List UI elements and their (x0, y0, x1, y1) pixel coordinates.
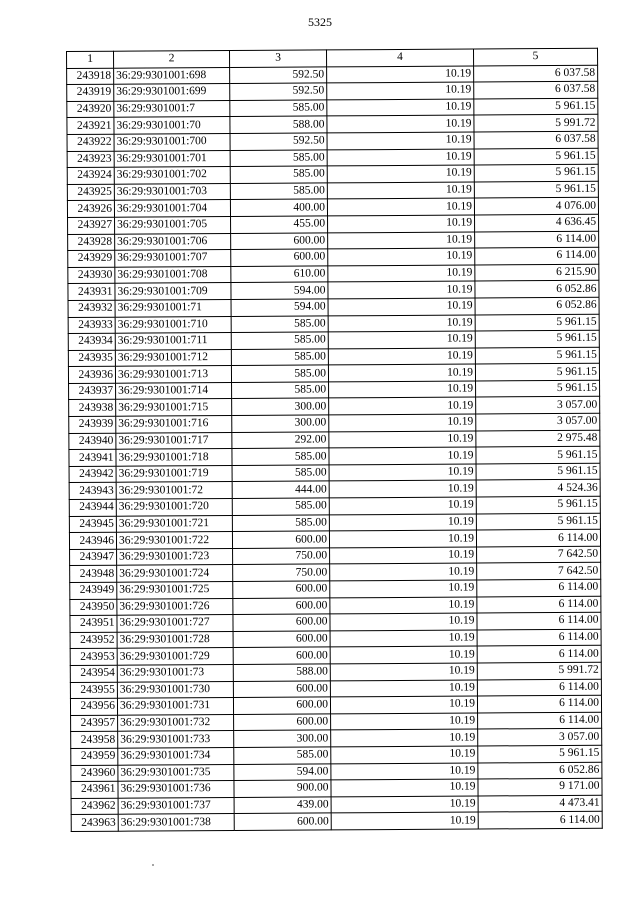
rate-cell: 10.19 (327, 99, 474, 116)
cadastral-number-cell: 36:29:9301001:711 (115, 333, 231, 350)
area-cell: 585.00 (231, 349, 328, 366)
row-number-cell: 243936 (68, 366, 115, 383)
rate-cell: 10.19 (330, 580, 477, 597)
table-row (71, 812, 602, 832)
rate-cell: 10.19 (330, 696, 477, 713)
row-number-cell: 243947 (70, 549, 117, 566)
amount-cell: 5 961.15 (476, 380, 600, 397)
rate-cell: 10.19 (331, 763, 478, 780)
row-number-cell: 243961 (71, 781, 118, 798)
row-number-cell: 243960 (71, 765, 118, 782)
area-cell: 610.00 (231, 266, 328, 283)
row-number-cell: 243918 (67, 68, 114, 85)
cadastral-number-cell: 36:29:9301001:701 (114, 150, 230, 167)
amount-cell: 9 171.00 (478, 778, 602, 795)
area-cell: 600.00 (234, 714, 331, 731)
row-number-cell: 243938 (69, 400, 116, 417)
cadastral-number-cell: 36:29:9301001:714 (116, 382, 232, 399)
area-cell: 592.50 (230, 83, 327, 100)
rate-cell: 10.19 (330, 646, 477, 663)
cadastral-number-cell: 36:29:9301001:728 (117, 631, 233, 648)
area-cell: 292.00 (232, 432, 329, 449)
cadastral-number-cell: 36:29:9301001:718 (116, 449, 232, 466)
area-cell: 594.00 (231, 299, 328, 316)
rate-cell: 10.19 (328, 215, 475, 232)
area-cell: 592.50 (230, 67, 327, 84)
area-cell: 600.00 (233, 581, 330, 598)
area-cell: 444.00 (232, 481, 329, 498)
amount-cell: 7 642.50 (477, 563, 601, 580)
amount-cell: 4 076.00 (474, 198, 598, 215)
amount-cell: 6 114.00 (477, 646, 601, 663)
amount-cell: 5 991.72 (474, 115, 598, 132)
rate-cell: 10.19 (329, 480, 476, 497)
cadastral-number-cell: 36:29:9301001:719 (116, 465, 232, 482)
rate-cell: 10.19 (330, 613, 477, 630)
land-parcel-table (66, 48, 603, 832)
amount-cell: 5 961.15 (476, 513, 600, 530)
cadastral-number-cell: 36:29:9301001:713 (115, 366, 231, 383)
amount-cell: 6 052.86 (478, 762, 602, 779)
rate-cell: 10.19 (330, 663, 477, 680)
area-cell: 600.00 (232, 531, 329, 548)
area-cell: 600.00 (233, 647, 330, 664)
area-cell: 585.00 (232, 448, 329, 465)
cadastral-number-cell: 36:29:9301001:726 (117, 598, 233, 615)
scan-speck (152, 864, 154, 866)
cadastral-number-cell: 36:29:9301001:730 (117, 681, 233, 698)
cadastral-number-cell: 36:29:9301001:736 (118, 781, 234, 798)
cadastral-number-cell: 36:29:9301001:737 (118, 797, 234, 814)
rate-cell: 10.19 (327, 115, 474, 132)
amount-cell: 5 961.15 (476, 463, 600, 480)
row-number-cell: 243925 (67, 184, 114, 201)
cadastral-number-cell: 36:29:9301001:704 (114, 200, 230, 217)
area-cell: 585.00 (231, 365, 328, 382)
row-number-cell: 243945 (69, 516, 116, 533)
row-number-cell: 243957 (71, 715, 118, 732)
row-number-cell: 243959 (71, 748, 118, 765)
cadastral-number-cell: 36:29:9301001:715 (116, 399, 232, 416)
cadastral-number-cell: 36:29:9301001:699 (114, 84, 230, 101)
area-cell: 600.00 (234, 813, 331, 830)
rate-cell: 10.19 (328, 315, 475, 332)
amount-cell: 6 114.00 (478, 712, 602, 729)
area-cell: 585.00 (231, 332, 328, 349)
area-cell: 600.00 (233, 597, 330, 614)
area-cell: 585.00 (230, 100, 327, 117)
column-header-4: 4 (326, 49, 473, 66)
row-number-cell: 243951 (70, 615, 117, 632)
area-cell: 300.00 (232, 398, 329, 415)
cadastral-number-cell: 36:29:9301001:72 (116, 482, 232, 499)
cadastral-number-cell: 36:29:9301001:721 (116, 515, 232, 532)
amount-cell: 5 961.15 (474, 164, 598, 181)
area-cell: 600.00 (231, 249, 328, 266)
row-number-cell: 243948 (70, 566, 117, 583)
amount-cell: 5 961.15 (474, 98, 598, 115)
rate-cell: 10.19 (327, 82, 474, 99)
amount-cell: 6 114.00 (477, 629, 601, 646)
area-cell: 600.00 (233, 680, 330, 697)
amount-cell: 5 961.15 (475, 364, 599, 381)
cadastral-number-cell: 36:29:9301001:706 (115, 233, 231, 250)
area-cell: 750.00 (233, 548, 330, 565)
cadastral-number-cell: 36:29:9301001:712 (115, 349, 231, 366)
amount-cell: 6 037.58 (474, 131, 598, 148)
row-number-cell: 243963 (71, 815, 118, 832)
area-cell: 585.00 (232, 515, 329, 532)
rate-cell: 10.19 (328, 364, 475, 381)
amount-cell: 5 961.15 (475, 330, 599, 347)
row-number-cell: 243919 (67, 84, 114, 101)
area-cell: 585.00 (230, 149, 327, 166)
area-cell: 400.00 (230, 199, 327, 216)
rate-cell: 10.19 (329, 514, 476, 531)
rate-cell: 10.19 (328, 331, 475, 348)
amount-cell: 4 636.45 (475, 214, 599, 231)
area-cell: 585.00 (230, 166, 327, 183)
rate-cell: 10.19 (328, 348, 475, 365)
column-header-5: 5 (473, 48, 597, 65)
area-cell: 585.00 (231, 315, 328, 332)
row-number-cell: 243955 (70, 682, 117, 699)
area-cell: 585.00 (232, 382, 329, 399)
amount-cell: 3 057.00 (476, 397, 600, 414)
area-cell: 455.00 (231, 216, 328, 233)
amount-cell: 5 961.15 (476, 446, 600, 463)
rate-cell: 10.19 (328, 281, 475, 298)
rate-cell: 10.19 (329, 397, 476, 414)
amount-cell: 6 114.00 (476, 529, 600, 546)
cadastral-number-cell: 36:29:9301001:738 (118, 814, 234, 831)
cadastral-number-cell: 36:29:9301001:716 (116, 416, 232, 433)
rate-cell: 10.19 (329, 414, 476, 431)
amount-cell: 6 114.00 (477, 596, 601, 613)
area-cell: 439.00 (234, 797, 331, 814)
rate-cell: 10.19 (327, 182, 474, 199)
cadastral-number-cell: 36:29:9301001:731 (117, 698, 233, 715)
rate-cell: 10.19 (331, 779, 478, 796)
row-number-cell: 243946 (69, 532, 116, 549)
rate-cell: 10.19 (328, 248, 475, 265)
row-number-cell: 243930 (68, 267, 115, 284)
amount-cell: 5 961.15 (475, 314, 599, 331)
cadastral-number-cell: 36:29:9301001:700 (114, 133, 230, 150)
area-cell: 594.00 (231, 282, 328, 299)
row-number-cell: 243943 (69, 483, 116, 500)
column-header-1: 1 (67, 51, 114, 68)
area-cell: 594.00 (234, 763, 331, 780)
row-number-cell: 243934 (68, 333, 115, 350)
column-header-2: 2 (114, 51, 230, 68)
area-cell: 588.00 (230, 116, 327, 133)
row-number-cell: 243950 (70, 599, 117, 616)
amount-cell: 5 961.15 (478, 745, 602, 762)
amount-cell: 5 961.15 (476, 496, 600, 513)
cadastral-number-cell: 36:29:9301001:734 (118, 747, 234, 764)
amount-cell: 5 961.15 (474, 148, 598, 165)
row-number-cell: 243932 (68, 300, 115, 317)
row-number-cell: 243923 (67, 151, 114, 168)
cadastral-number-cell: 36:29:9301001:717 (116, 432, 232, 449)
rate-cell: 10.19 (329, 464, 476, 481)
rate-cell: 10.19 (331, 812, 478, 829)
rate-cell: 10.19 (328, 298, 475, 315)
rate-cell: 10.19 (329, 530, 476, 547)
rate-cell: 10.19 (327, 149, 474, 166)
cadastral-number-cell: 36:29:9301001:707 (115, 250, 231, 267)
amount-cell: 6 114.00 (477, 612, 601, 629)
cadastral-number-cell: 36:29:9301001:705 (115, 216, 231, 233)
rate-cell: 10.19 (329, 381, 476, 398)
row-number-cell: 243937 (69, 383, 116, 400)
area-cell: 600.00 (233, 631, 330, 648)
rate-cell: 10.19 (330, 597, 477, 614)
area-cell: 750.00 (233, 564, 330, 581)
row-number-cell: 243944 (69, 499, 116, 516)
amount-cell: 6 114.00 (477, 679, 601, 696)
cadastral-number-cell: 36:29:9301001:733 (118, 731, 234, 748)
amount-cell: 2 975.48 (476, 430, 600, 447)
cadastral-number-cell: 36:29:9301001:702 (114, 167, 230, 184)
rate-cell: 10.19 (328, 265, 475, 282)
cadastral-number-cell: 36:29:9301001:729 (117, 648, 233, 665)
rate-cell: 10.19 (329, 447, 476, 464)
rate-cell: 10.19 (327, 66, 474, 83)
row-number-cell: 243952 (70, 632, 117, 649)
rate-cell: 10.19 (330, 680, 477, 697)
cadastral-number-cell: 36:29:9301001:703 (114, 183, 230, 200)
cadastral-number-cell: 36:29:9301001:725 (117, 581, 233, 598)
amount-cell: 6 215.90 (475, 264, 599, 281)
cadastral-number-cell: 36:29:9301001:7 (114, 100, 230, 117)
area-cell: 600.00 (233, 614, 330, 631)
row-number-cell: 243927 (68, 217, 115, 234)
row-number-cell: 243928 (68, 234, 115, 251)
rate-cell: 10.19 (329, 497, 476, 514)
amount-cell: 5 961.15 (474, 181, 598, 198)
cadastral-number-cell: 36:29:9301001:708 (115, 266, 231, 283)
area-cell: 600.00 (233, 697, 330, 714)
area-cell: 585.00 (232, 498, 329, 515)
amount-cell: 4 473.41 (478, 795, 602, 812)
amount-cell: 4 524.36 (476, 480, 600, 497)
cadastral-number-cell: 36:29:9301001:73 (117, 664, 233, 681)
amount-cell: 6 114.00 (477, 695, 601, 712)
rate-cell: 10.19 (331, 746, 478, 763)
row-number-cell: 243941 (69, 449, 116, 466)
area-cell: 588.00 (233, 664, 330, 681)
cadastral-number-cell: 36:29:9301001:71 (115, 299, 231, 316)
row-number-cell: 243939 (69, 416, 116, 433)
cadastral-number-cell: 36:29:9301001:709 (115, 283, 231, 300)
row-number-cell: 243954 (70, 665, 117, 682)
row-number-cell: 243956 (70, 698, 117, 715)
row-number-cell: 243962 (71, 798, 118, 815)
area-cell: 585.00 (232, 465, 329, 482)
row-number-cell: 243949 (70, 582, 117, 599)
column-header-3: 3 (230, 50, 327, 67)
page-number: 5325 (308, 15, 332, 29)
row-number-cell: 243921 (67, 118, 114, 135)
cadastral-number-cell: 36:29:9301001:720 (116, 499, 232, 516)
area-cell: 600.00 (231, 232, 328, 249)
amount-cell: 6 114.00 (475, 247, 599, 264)
amount-cell: 6 114.00 (477, 579, 601, 596)
cadastral-number-cell: 36:29:9301001:732 (118, 714, 234, 731)
area-cell: 300.00 (232, 415, 329, 432)
rate-cell: 10.19 (330, 563, 477, 580)
rate-cell: 10.19 (331, 796, 478, 813)
row-number-cell: 243931 (68, 284, 115, 301)
row-number-cell: 243922 (67, 134, 114, 151)
amount-cell: 5 991.72 (477, 662, 601, 679)
amount-cell: 5 961.15 (475, 347, 599, 364)
rate-cell: 10.19 (329, 431, 476, 448)
row-number-cell: 243942 (69, 466, 116, 483)
cadastral-number-cell: 36:29:9301001:724 (117, 565, 233, 582)
area-cell: 592.50 (230, 133, 327, 150)
amount-cell: 6 114.00 (475, 231, 599, 248)
cadastral-number-cell: 36:29:9301001:723 (117, 548, 233, 565)
cadastral-number-cell: 36:29:9301001:70 (114, 117, 230, 134)
row-number-cell: 243933 (68, 317, 115, 334)
row-number-cell: 243953 (70, 649, 117, 666)
row-number-cell: 243920 (67, 101, 114, 118)
cadastral-number-cell: 36:29:9301001:710 (115, 316, 231, 333)
amount-cell: 6 037.58 (474, 65, 598, 82)
amount-cell: 6 052.86 (475, 297, 599, 314)
cadastral-number-cell: 36:29:9301001:698 (114, 67, 230, 84)
area-cell: 900.00 (234, 780, 331, 797)
amount-cell: 6 114.00 (478, 812, 602, 829)
rate-cell: 10.19 (330, 547, 477, 564)
cadastral-number-cell: 36:29:9301001:727 (117, 615, 233, 632)
cadastral-number-cell: 36:29:9301001:722 (116, 532, 232, 549)
row-number-cell: 243935 (68, 350, 115, 367)
amount-cell: 7 642.50 (477, 546, 601, 563)
rate-cell: 10.19 (331, 713, 478, 730)
amount-cell: 6 037.58 (474, 81, 598, 98)
area-cell: 585.00 (234, 747, 331, 764)
area-cell: 300.00 (234, 730, 331, 747)
rate-cell: 10.19 (331, 729, 478, 746)
rate-cell: 10.19 (327, 132, 474, 149)
row-number-cell: 243926 (67, 201, 114, 218)
row-number-cell: 243929 (68, 250, 115, 267)
row-number-cell: 243958 (71, 732, 118, 749)
table-body (67, 65, 603, 832)
rate-cell: 10.19 (330, 630, 477, 647)
row-number-cell: 243940 (69, 433, 116, 450)
amount-cell: 6 052.86 (475, 281, 599, 298)
rate-cell: 10.19 (328, 232, 475, 249)
rate-cell: 10.19 (327, 198, 474, 215)
row-number-cell: 243924 (67, 167, 114, 184)
amount-cell: 3 057.00 (478, 729, 602, 746)
area-cell: 585.00 (230, 183, 327, 200)
cadastral-number-cell: 36:29:9301001:735 (118, 764, 234, 781)
amount-cell: 3 057.00 (476, 413, 600, 430)
rate-cell: 10.19 (327, 165, 474, 182)
